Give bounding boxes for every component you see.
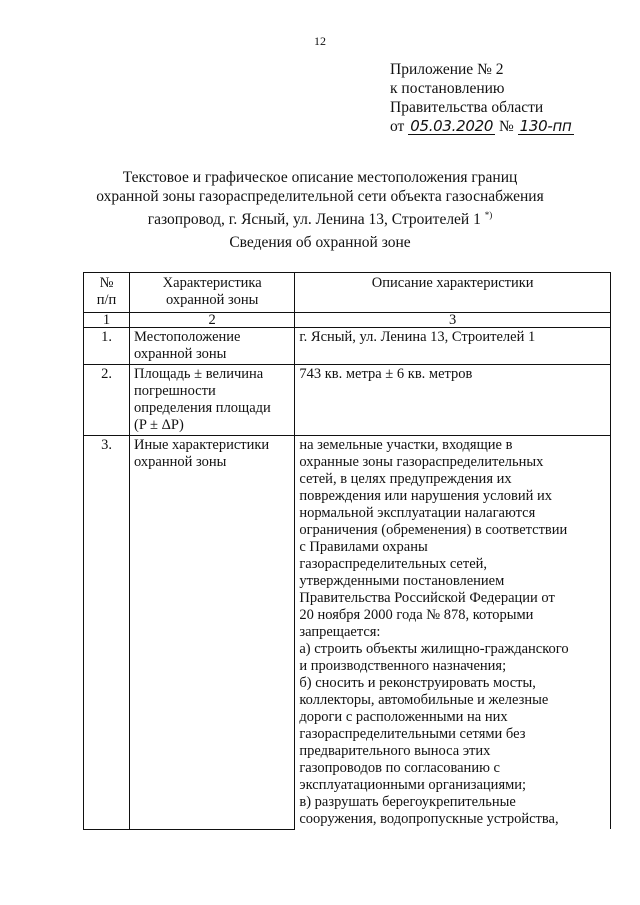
- description-line: ограничения (обременения) в соответствии: [299, 522, 568, 538]
- zone-info-table: [83, 272, 611, 830]
- description-line: утвержденными постановлением: [299, 573, 505, 589]
- header-col-characteristic-line: охранной зоны: [165, 292, 259, 308]
- characteristic-line: Площадь ± величина: [134, 366, 264, 382]
- description-line: 743 кв. метра ± 6 кв. метров: [299, 366, 473, 382]
- description-line: дороги с расположенными на них: [299, 709, 508, 725]
- title-footnote-mark: *): [484, 210, 493, 220]
- description-line: повреждения или нарушения условий их: [299, 488, 553, 504]
- appendix-line-2: к постановлению: [390, 80, 505, 97]
- description-line: газораспределительными сетями без: [299, 726, 526, 742]
- table-row: [84, 365, 611, 436]
- appendix-date-line: [390, 117, 574, 136]
- description-line: и производственного назначения;: [299, 658, 507, 674]
- row-number: 3.: [84, 436, 130, 830]
- description-line: предварительного выноса этих: [299, 743, 491, 759]
- table-row: [84, 328, 611, 365]
- description-line: Правительства Российской Федерации от: [299, 590, 555, 606]
- description-line: сетей, в целях предупреждения их: [299, 471, 512, 487]
- column-number: 2: [130, 313, 295, 328]
- row-characteristic: [130, 328, 295, 365]
- characteristic-line: охранной зоны: [134, 454, 227, 470]
- description-line: охранные зоны газораспределительных: [299, 454, 544, 470]
- description-line: эксплуатационными организациями;: [299, 777, 527, 793]
- row-description: [295, 436, 611, 830]
- appendix-block: [390, 60, 574, 136]
- characteristic-line: Местоположение: [134, 329, 241, 345]
- row-number: 1.: [84, 328, 130, 365]
- description-line: на земельные участки, входящие в: [299, 437, 513, 453]
- description-line: сооружения, водопропускные устройства,: [299, 811, 559, 827]
- description-line: запрещается:: [299, 624, 381, 640]
- page-number: 12: [314, 34, 326, 48]
- characteristic-line: Иные характеристики: [134, 437, 270, 453]
- row-characteristic: [130, 436, 295, 830]
- description-line: г. Ясный, ул. Ленина 13, Строителей 1: [299, 329, 536, 345]
- appendix-line-3: Правительства области: [390, 99, 544, 116]
- column-number: 1: [84, 313, 130, 328]
- description-line: б) сносить и реконструировать мосты,: [299, 675, 536, 691]
- table-header-row: [84, 273, 611, 313]
- title-line-2: охранной зоны газораспределительной сети объекта газоснабжения: [96, 188, 544, 205]
- document-title: [0, 168, 640, 229]
- description-line: в) разрушать берегоукрепительные: [299, 794, 516, 810]
- header-col-number: [84, 273, 130, 313]
- characteristic-line: охранной зоны: [134, 346, 227, 362]
- appendix-from: от: [390, 118, 405, 135]
- description-line: 20 ноября 2000 года № 878, которыми: [299, 607, 534, 623]
- appendix-number-sign: №: [498, 118, 514, 135]
- appendix-line-1: Приложение № 2: [390, 61, 504, 78]
- description-line: газопроводов по согласованию с: [299, 760, 500, 776]
- title-line-1: Текстовое и графическое описание местоположения границ: [122, 169, 518, 186]
- characteristic-line: (P ± ΔP): [134, 417, 184, 433]
- row-description: [295, 328, 611, 365]
- appendix-number: 130-пп: [519, 117, 572, 135]
- description-line: коллекторы, автомобильные и железные: [299, 692, 549, 708]
- column-number: 3: [295, 313, 611, 328]
- column-number-row: [84, 313, 611, 328]
- header-col-number-line: п/п: [96, 292, 117, 308]
- title-line-3-text: газопровод, г. Ясный, ул. Ленина 13, Строителей 1: [147, 211, 481, 228]
- appendix-date: 05.03.2020: [410, 117, 494, 135]
- header-col-characteristic: [130, 273, 295, 313]
- header-col-description: Описание характеристики: [295, 273, 611, 313]
- section-subtitle: Сведения об охранной зоне: [229, 234, 411, 251]
- row-description: [295, 365, 611, 436]
- header-col-characteristic-line: Характеристика: [162, 275, 262, 291]
- row-number: 2.: [84, 365, 130, 436]
- description-line: а) строить объекты жилищно-гражданского: [299, 641, 569, 657]
- title-line-3: [0, 206, 640, 229]
- characteristic-line: определения площади: [134, 400, 271, 416]
- characteristic-line: погрешности: [134, 383, 216, 399]
- description-line: нормальной эксплуатации налагаются: [299, 505, 536, 521]
- row-characteristic: [130, 365, 295, 436]
- table-row: [84, 436, 611, 830]
- description-line: газораспределительных сетей,: [299, 556, 488, 572]
- header-col-number-line: №: [99, 275, 114, 291]
- description-line: с Правилами охраны: [299, 539, 428, 555]
